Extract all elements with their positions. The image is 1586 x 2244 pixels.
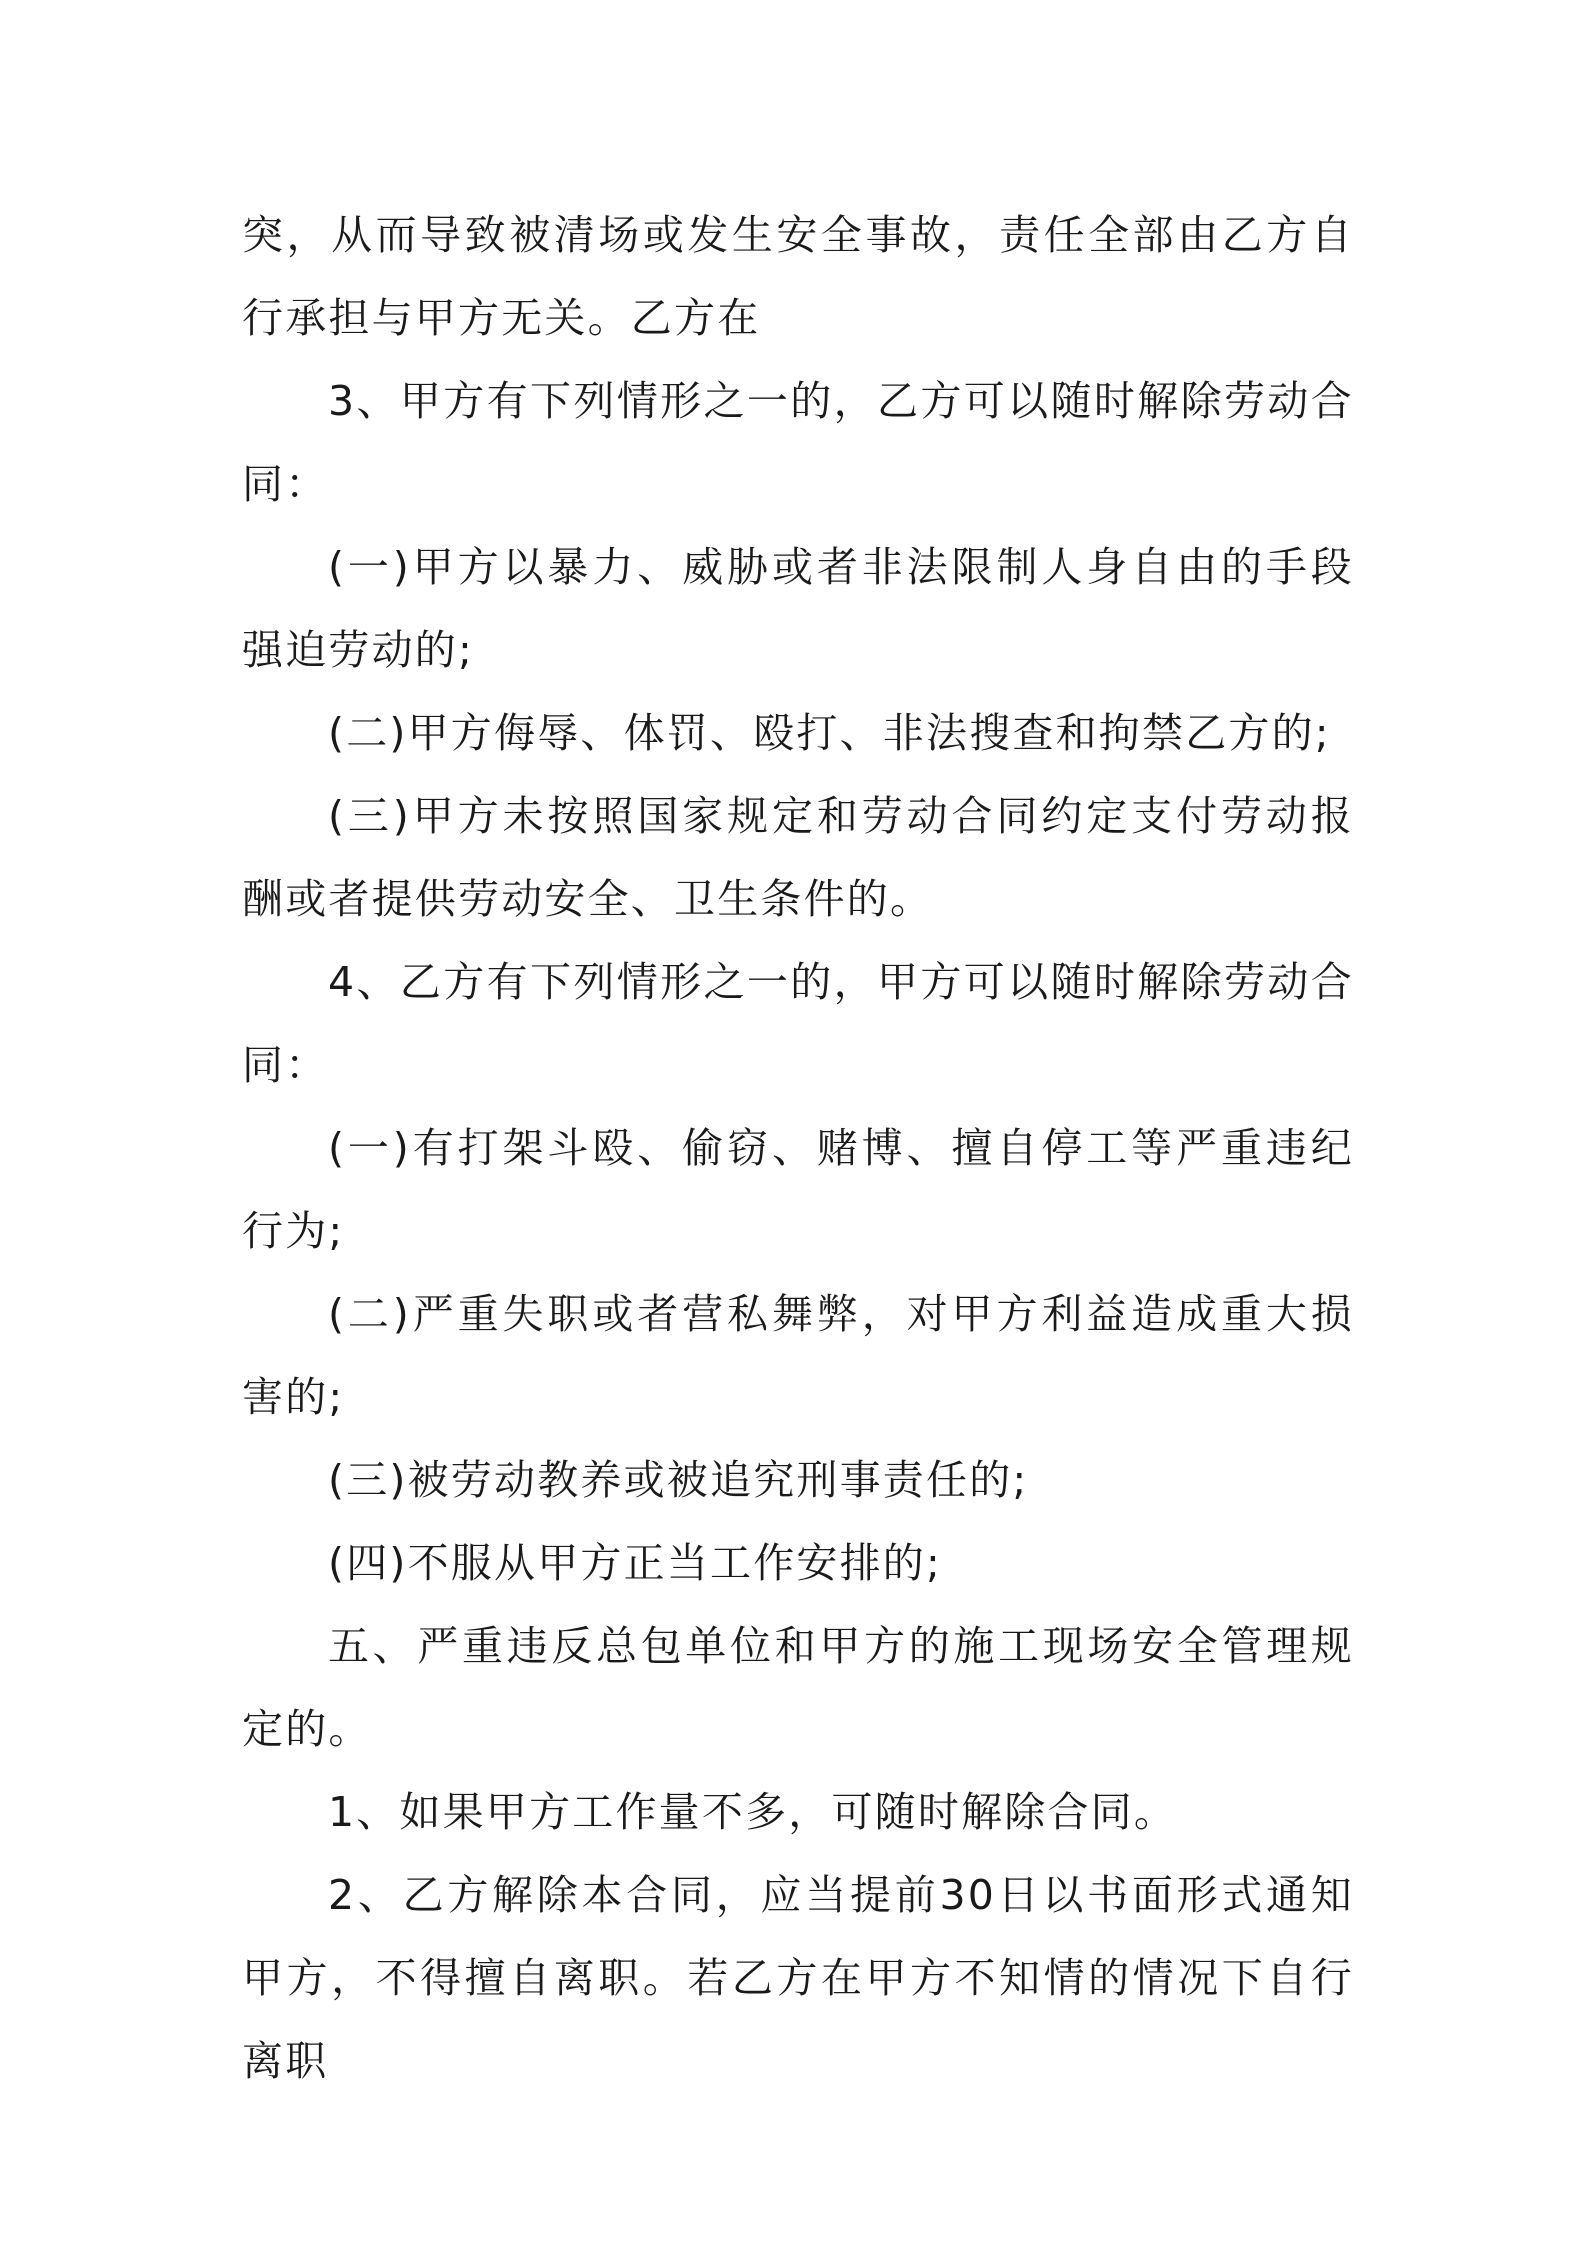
paragraph-clause-3-item-1: (一)甲方以暴力、威胁或者非法限制人身自由的手段强迫劳动的;	[242, 543, 1354, 674]
paragraph-clause-4: 4、乙方有下列情形之一的，甲方可以随时解除劳动合同：	[242, 958, 1354, 1089]
paragraph-clause-4-item-3: (三)被劳动教养或被追究刑事责任的;	[328, 1456, 1029, 1504]
paragraph-clause-4-item-1: (一)有打架斗殴、偷窃、赌博、擅自停工等严重违纪行为;	[242, 1124, 1354, 1255]
paragraph-clause-4-item-2: (二)严重失职或者营私舞弊，对甲方利益造成重大损害的;	[242, 1290, 1354, 1421]
paragraph-clause-3-item-3: (三)甲方未按照国家规定和劳动合同约定支付劳动报酬或者提供劳动安全、卫生条件的。	[242, 792, 1354, 923]
paragraph-clause-3: 3、甲方有下列情形之一的，乙方可以随时解除劳动合同：	[242, 377, 1354, 508]
paragraph-section-5: 五、严重违反总包单位和甲方的施工现场安全管理规定的。	[242, 1622, 1354, 1753]
paragraph-section-5-item-1: 1、如果甲方工作量不多，可随时解除合同。	[328, 1788, 1178, 1836]
document-body	[242, 194, 1354, 2103]
paragraph-section-5-item-2: 2、乙方解除本合同，应当提前30日以书面形式通知甲方，不得擅自离职。若乙方在甲方不知情的情况下自行离职	[242, 1871, 1354, 2085]
paragraph-clause-4-item-4: (四)不服从甲方正当工作安排的;	[328, 1539, 943, 1587]
paragraph-continuation: 突，从而导致被清场或发生安全事故，责任全部由乙方自行承担与甲方无关。乙方在	[242, 211, 1354, 342]
paragraph-clause-3-item-2: (二)甲方侮辱、体罚、殴打、非法搜查和拘禁乙方的;	[328, 709, 1331, 757]
